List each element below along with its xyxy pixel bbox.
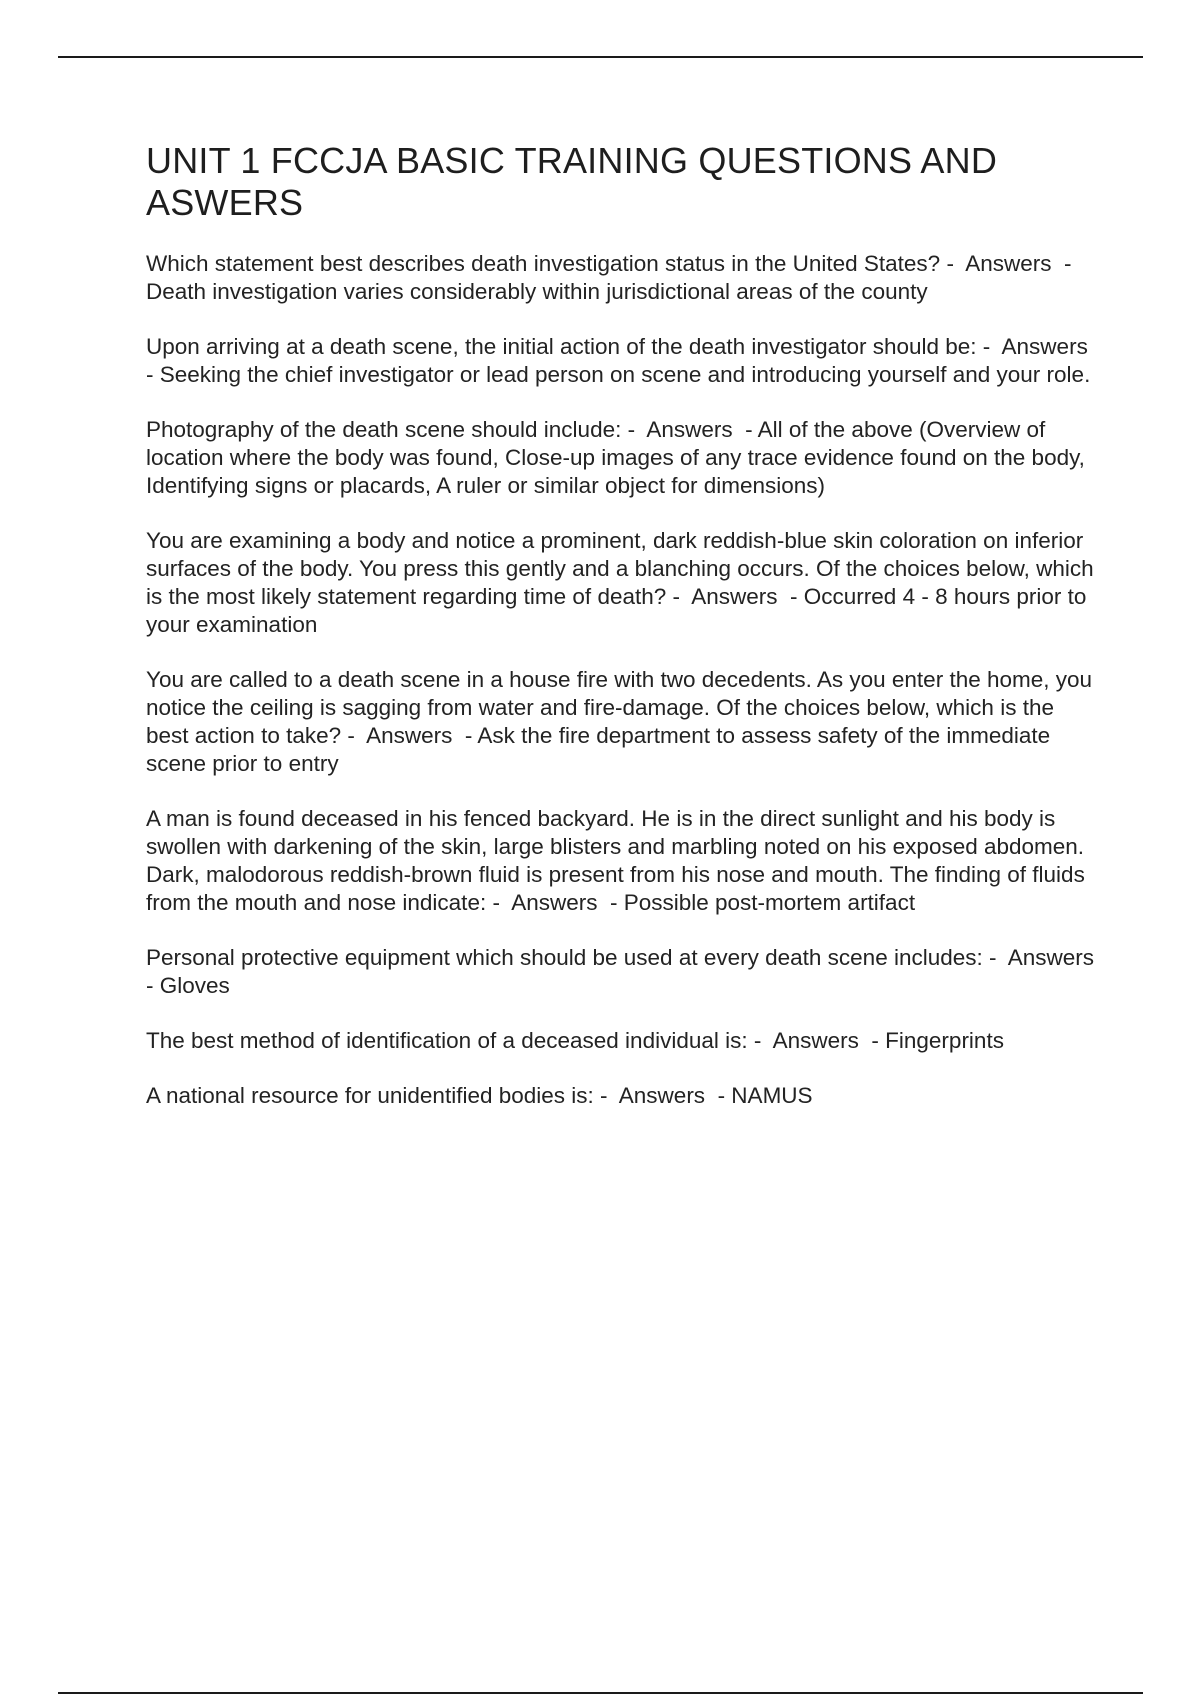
qa-list: [146, 250, 1107, 1110]
qa-item: Upon arriving at a death scene, the initial action of the death investigator should be: - Answers - Seeking the chief investigator or lead person on scene and introducing yourself and your role.: [146, 334, 1101, 387]
qa-item: A national resource for unidentified bodies is: - Answers - NAMUS: [146, 1083, 813, 1108]
qa-item: Personal protective equipment which should be used at every death scene includes: - Answers - Gloves: [146, 945, 1107, 998]
document-title: UNIT 1 FCCJA BASIC TRAINING QUESTIONS AND ASWERS: [146, 140, 998, 223]
qa-item: The best method of identification of a deceased individual is: - Answers - Fingerprints: [146, 1028, 1004, 1053]
bottom-rule: [58, 1692, 1143, 1694]
qa-item: A man is found deceased in his fenced backyard. He is in the direct sunlight and his body is swollen with darkening of the skin, large blisters and marbling noted on his exposed abdomen. Dark, malodorous reddish-brown fluid is present from his nose and mouth. The finding of fluids from the mouth and nose indicate: - Answers - Possible post-mortem artifact: [146, 806, 1092, 915]
document-body: [146, 140, 1107, 1137]
qa-item: You are called to a death scene in a house fire with two decedents. As you enter the home, you notice the ceiling is sagging from water and fire-damage. Of the choices below, which is the best action to take? - Answers - Ask the fire department to assess safety of the immediate scene prior to entry: [146, 667, 1099, 776]
qa-item: Which statement best describes death investigation status in the United States? - Answers - Death investigation varies considerably within jurisdictional areas of the county: [146, 251, 1078, 304]
top-rule: [58, 56, 1143, 58]
qa-item: You are examining a body and notice a prominent, dark reddish-blue skin coloration on inferior surfaces of the body. You press this gently and a blanching occurs. Of the choices below, which is the most likely statement regarding time of death? - Answers - Occurred 4 - 8 hours prior to your examination: [146, 528, 1100, 637]
qa-item: Photography of the death scene should include: - Answers - All of the above (Overview of location where the body was found, Close-up images of any trace evidence found on the body, Identifying signs or placards, A ruler or similar object for dimensions): [146, 417, 1092, 498]
